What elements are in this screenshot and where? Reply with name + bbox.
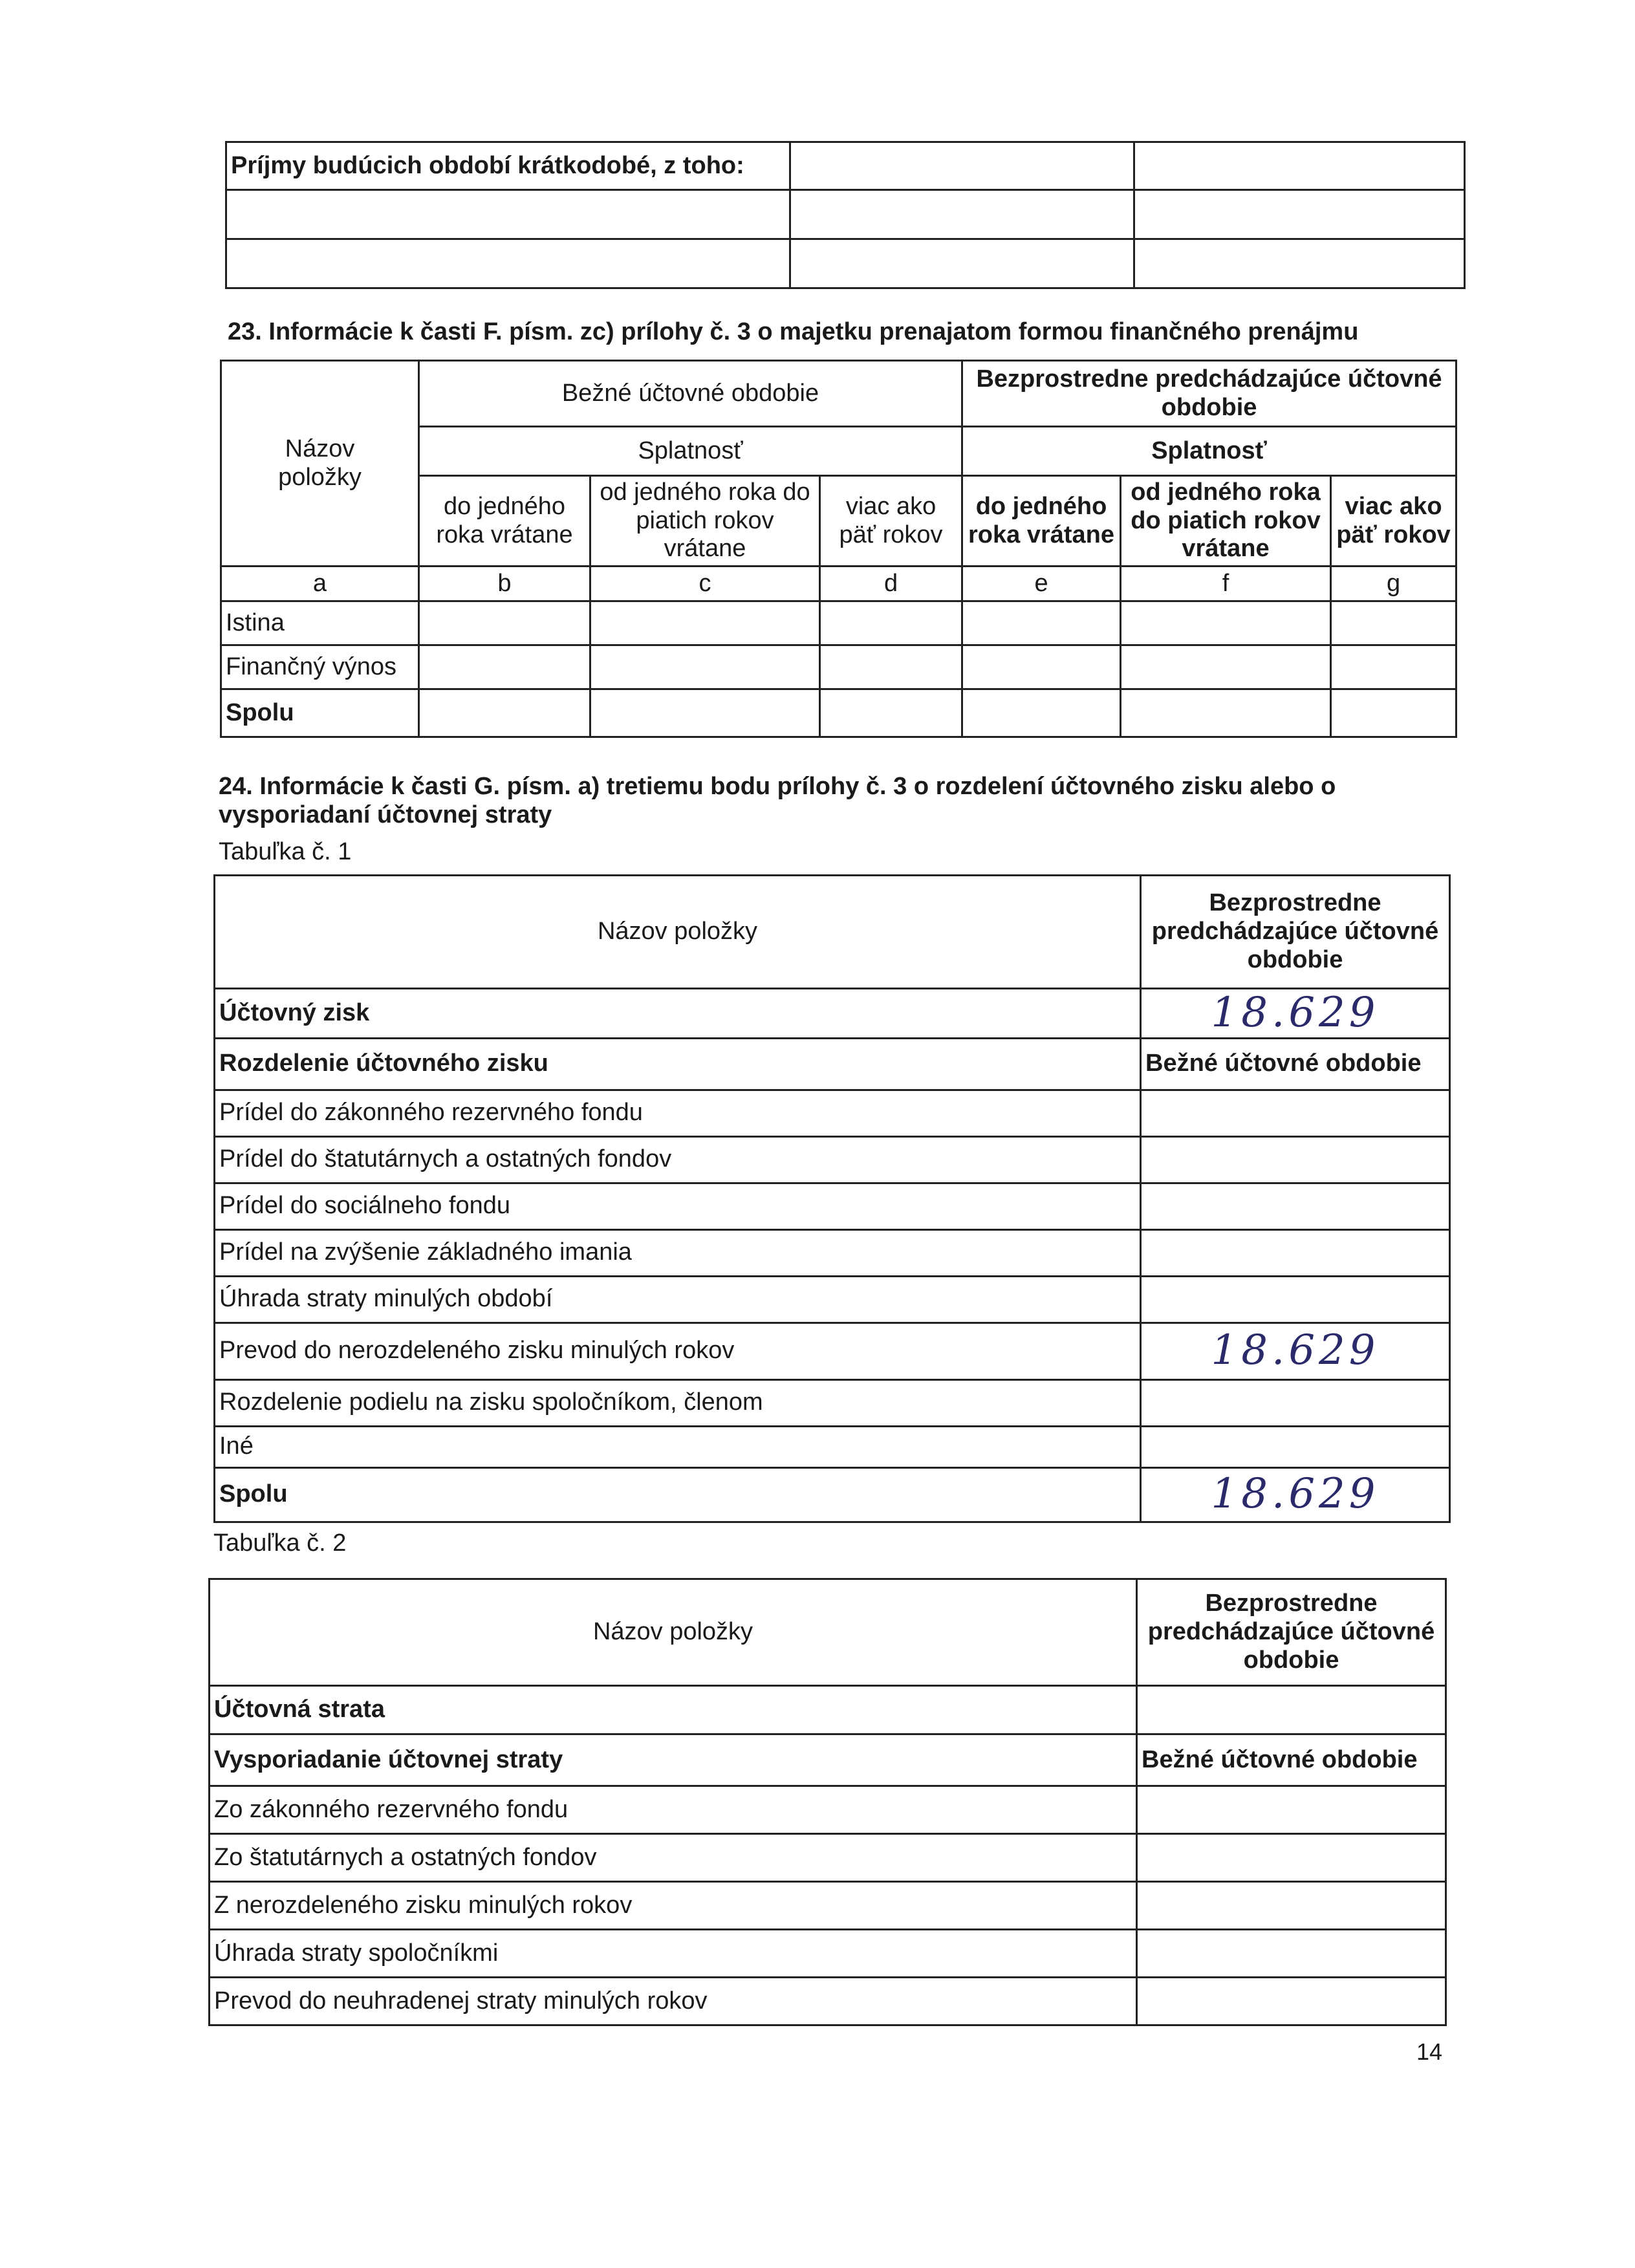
cell xyxy=(1141,1183,1450,1229)
cell xyxy=(1137,1882,1446,1930)
finance-lease-table xyxy=(220,360,1457,738)
cell xyxy=(1121,689,1331,737)
row-label: Prevod do nerozdeleného zisku minulých rokov xyxy=(215,1323,1141,1379)
profit-distribution-table xyxy=(213,874,1451,1523)
cell xyxy=(1134,142,1465,190)
cell xyxy=(962,601,1121,645)
row-label: Iné xyxy=(215,1426,1141,1467)
column-letter: e xyxy=(962,567,1121,601)
row-label: Z nerozdeleného zisku minulých rokov xyxy=(210,1882,1137,1930)
row-label: Prídel do sociálneho fondu xyxy=(215,1183,1141,1229)
cell xyxy=(419,645,590,689)
cell xyxy=(962,645,1121,689)
maturity-header-prev: Splatnosť xyxy=(962,427,1456,476)
row-label: Prídel do zákonného rezervného fondu xyxy=(215,1090,1141,1136)
loss-settlement-label: Vysporiadanie účtovnej straty xyxy=(210,1734,1137,1786)
row-label: Úhrada straty spoločníkmi xyxy=(210,1930,1137,1978)
maturity-up-to-1y: do jedného roka vrátane xyxy=(419,476,590,567)
cell xyxy=(1121,645,1331,689)
column-letter: f xyxy=(1121,567,1331,601)
cell xyxy=(1141,1136,1450,1183)
cell xyxy=(226,239,790,288)
column-letter: b xyxy=(419,567,590,601)
accounting-profit-value: 18.629 xyxy=(1141,989,1450,1039)
cell xyxy=(1141,1090,1450,1136)
page-number: 14 xyxy=(1416,2038,1443,2065)
cell xyxy=(590,689,820,737)
cell xyxy=(1141,1379,1450,1426)
cell xyxy=(1137,1834,1446,1882)
cell xyxy=(226,190,790,239)
item-name-header: Názov položky xyxy=(221,361,419,567)
total-value: 18.629 xyxy=(1141,1467,1450,1522)
cell xyxy=(790,239,1134,288)
cell xyxy=(1134,190,1465,239)
column-letter: a xyxy=(221,567,419,601)
accounting-loss-label: Účtovná strata xyxy=(210,1686,1137,1734)
table-1-caption: Tabuľka č. 1 xyxy=(219,838,352,865)
current-period-header: Bežné účtovné obdobie xyxy=(1137,1734,1446,1786)
cell xyxy=(820,689,962,737)
cell xyxy=(1141,1276,1450,1323)
previous-period-header: Bezprostredne predchádzajúce účtovné obdobie xyxy=(1137,1579,1446,1686)
cell xyxy=(1137,1978,1446,2025)
table-2-caption: Tabuľka č. 2 xyxy=(213,1529,347,1557)
row-label: Prevod do neuhradenej straty minulých rokov xyxy=(210,1978,1137,2025)
cell xyxy=(419,689,590,737)
row-label: Prídel do štatutárnych a ostatných fondov xyxy=(215,1136,1141,1183)
cell xyxy=(1331,645,1456,689)
section-23-title: 23. Informácie k časti F. písm. zc) prílohy č. 3 o majetku prenajatom formou finančného prenájmu xyxy=(228,318,1359,345)
cell xyxy=(962,689,1121,737)
cell xyxy=(590,601,820,645)
cell xyxy=(1137,1686,1446,1734)
retained-earnings-value: 18.629 xyxy=(1141,1323,1450,1379)
cell xyxy=(1137,1930,1446,1978)
maturity-over-5y: viac ako päť rokov xyxy=(820,476,962,567)
maturity-1-to-5y: od jedného roka do piatich rokov vrátane xyxy=(590,476,820,567)
profit-distribution-label: Rozdelenie účtovného zisku xyxy=(215,1038,1141,1090)
cell xyxy=(1331,689,1456,737)
current-period-header: Bežné účtovné obdobie xyxy=(1141,1038,1450,1090)
cell xyxy=(1331,601,1456,645)
row-label: Rozdelenie podielu na zisku spoločníkom, členom xyxy=(215,1379,1141,1426)
row-label: Zo štatutárnych a ostatných fondov xyxy=(210,1834,1137,1882)
future-income-label: Príjmy budúcich období krátkodobé, z toho: xyxy=(226,142,790,190)
row-label-total: Spolu xyxy=(221,689,419,737)
cell xyxy=(820,645,962,689)
row-label-principal: Istina xyxy=(221,601,419,645)
cell xyxy=(590,645,820,689)
cell xyxy=(1141,1426,1450,1467)
cell xyxy=(1137,1786,1446,1834)
cell xyxy=(1141,1229,1450,1276)
cell xyxy=(1121,601,1331,645)
column-letter: d xyxy=(820,567,962,601)
cell xyxy=(790,190,1134,239)
cell xyxy=(820,601,962,645)
total-label: Spolu xyxy=(215,1467,1141,1522)
row-label-finance-income: Finančný výnos xyxy=(221,645,419,689)
loss-settlement-table xyxy=(208,1578,1447,2026)
row-label: Zo zákonného rezervného fondu xyxy=(210,1786,1137,1834)
row-label: Úhrada straty minulých období xyxy=(215,1276,1141,1323)
future-income-table xyxy=(225,141,1466,289)
maturity-1-to-5y-prev: od jedného roka do piatich rokov vrátane xyxy=(1121,476,1331,567)
cell xyxy=(1134,239,1465,288)
previous-period-header: Bezprostredne predchádzajúce účtovné obdobie xyxy=(962,361,1456,427)
section-24-title: 24. Informácie k časti G. písm. a) tretiemu bodu prílohy č. 3 o rozdelení účtovného zisku alebo o vysporiadaní účtovnej straty xyxy=(219,773,1336,828)
row-label: Prídel na zvýšenie základného imania xyxy=(215,1229,1141,1276)
column-letter: c xyxy=(590,567,820,601)
maturity-over-5y-prev: viac ako päť rokov xyxy=(1331,476,1456,567)
previous-period-header: Bezprostredne predchádzajúce účtovné obdobie xyxy=(1141,876,1450,989)
column-letter: g xyxy=(1331,567,1456,601)
cell xyxy=(419,601,590,645)
maturity-up-to-1y-prev: do jedného roka vrátane xyxy=(962,476,1121,567)
current-period-header: Bežné účtovné obdobie xyxy=(419,361,962,427)
cell xyxy=(790,142,1134,190)
item-name-header: Názov položky xyxy=(210,1579,1137,1686)
maturity-header: Splatnosť xyxy=(419,427,962,476)
accounting-profit-label: Účtovný zisk xyxy=(215,989,1141,1039)
item-name-header: Názov položky xyxy=(215,876,1141,989)
